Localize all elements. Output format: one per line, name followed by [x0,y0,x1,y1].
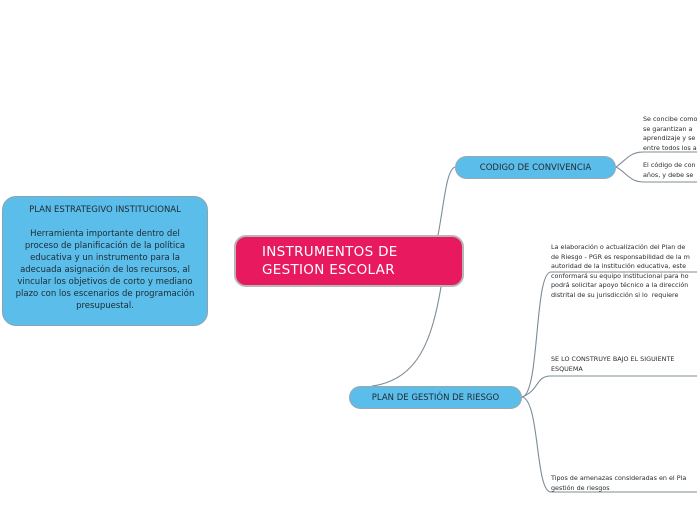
plan-estrategico-body: Herramienta importante dentro del proceso de planificación de la política educativa y un instrumento para la adecuada asignación de los recursos, al vincular los objetivos de corto y mediano plazo con los escenarios de programación presupuestal. [15,229,195,311]
codigo-concibe-note[interactable]: Se concibe como se garantizan a aprendizaje y se entre todos los a [643,115,697,152]
connector-riesgo-elaboracion [522,272,551,397]
central-title-line1: INSTRUMENTOS DE [262,244,398,260]
codigo-convivencia-label: CODIGO DE CONVIVENCIA [479,162,592,173]
plan-estrategico-title: PLAN ESTRATEGIVO INSTITUCIONAL [29,205,181,215]
central-topic-node[interactable] [234,235,464,287]
codigo-anios-note[interactable]: El código de con años, y debe se [643,161,696,179]
connector-central-codigo [438,167,455,235]
connector-central-riesgo [372,287,441,386]
connector-codigo-concibe [616,152,643,167]
connector-codigo-note [616,167,643,182]
riesgo-tipos-note[interactable]: Tipos de amenazas consideradas en el Pla gestión de riesgos [551,474,687,492]
plan-riesgo-node[interactable] [349,386,522,409]
central-title-line2: GESTION ESCOLAR [262,262,395,278]
riesgo-elaboracion-note[interactable]: La elaboración o actualización del Plan de de Riesgo - PGR es responsabilidad de la m autoridad de la institución educativa, este conformará su equipo institucional para ho podrá solicitar apoyo técnico a la dirección distrital de su jurisdicción si lo requiere [551,243,690,299]
riesgo-esquema-note[interactable]: SE LO CONSTRUYE BAJO EL SIGUIENTE ESQUEMA [551,355,675,373]
connector-riesgo-tipos [522,397,551,492]
plan-estrategico-node[interactable] [2,196,208,326]
codigo-convivencia-node[interactable] [455,156,616,179]
plan-riesgo-label: PLAN DE GESTIÓN DE RIESGO [371,392,500,403]
